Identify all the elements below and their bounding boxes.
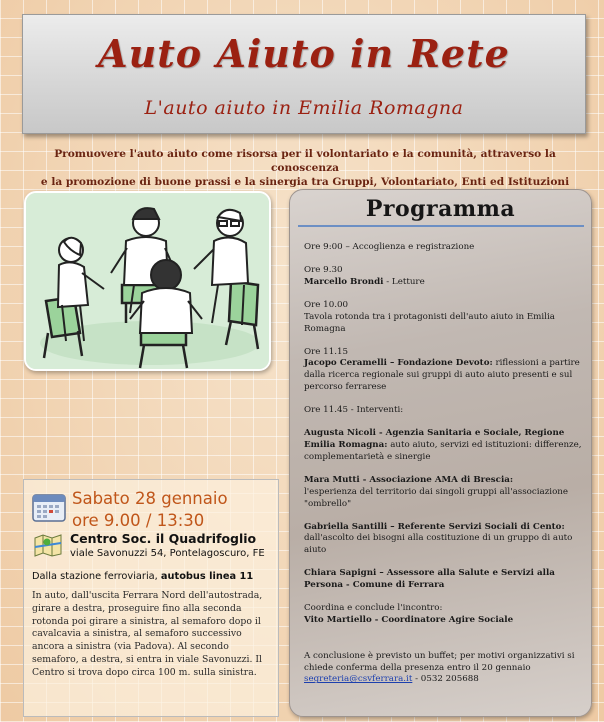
closing-text: A conclusione è previsto un buffet; per motivi organizzativi si chiede conferma della presenza entro il 20 gennaio <box>304 650 575 673</box>
speaker-name: Marcello Brondi <box>304 276 384 287</box>
program-item-research <box>304 347 588 394</box>
item-text: - Letture <box>383 276 425 287</box>
item-time: Ore 10.00 <box>304 299 349 310</box>
venue-address: viale Savonuzzi 54, Pontelagoscuro, FE <box>70 548 265 559</box>
program-item-nicoli <box>304 428 588 463</box>
intro-line-2: e la promozione di buone prassi e la sinergia tra Gruppi, Volontariato, Enti ed Istituzioni <box>40 176 570 188</box>
email-link[interactable]: segreteria@csvferrara.it <box>304 674 413 685</box>
speaker-name: Gabriella Santilli – Referente Servizi Sociali di Cento: <box>304 521 565 532</box>
event-time: ore 9.00 / 13:30 <box>72 511 205 530</box>
program-item-round-table <box>304 300 588 335</box>
speaker-name: Vito Martiello - Coordinatore Agire Sociale <box>304 615 514 625</box>
closing-note <box>304 651 588 686</box>
item-text: dall'ascolto dei bisogni alla costituzione di un gruppo di auto aiuto <box>304 533 573 556</box>
program-item-santilli <box>304 522 588 557</box>
intro-line-1: Promuovere l'auto aiuto come risorsa per il volontariato e la comunità, attraverso la conoscenza <box>54 148 556 174</box>
item-text: Ore 9:00 – Accoglienza e registrazione <box>304 242 475 252</box>
header-banner <box>22 14 586 134</box>
support-group-illustration <box>24 191 271 371</box>
page-subtitle: L'auto aiuto in Emilia Romagna <box>144 97 464 119</box>
program-item-coordination <box>304 603 588 627</box>
program-item-interventions <box>304 405 588 417</box>
item-time: Ore 9.30 <box>304 265 343 276</box>
calendar-icon <box>32 492 66 522</box>
item-text: Coordina e conclude l'incontro: <box>304 603 443 614</box>
location-row <box>32 532 272 564</box>
bus-line: autobus linea 11 <box>160 571 254 582</box>
program-divider <box>298 225 584 227</box>
item-text: auto aiuto, servizi ed istituzioni: differenze, complementarietà e sinergie <box>304 440 582 462</box>
date-time-row <box>32 488 272 532</box>
item-text: Tavola rotonda tra i protagonisti dell'auto aiuto in Emilia Romagna <box>304 311 555 334</box>
speaker-name: Augusta Nicoli - Agenzia Sanitaria e Sociale, Regione Emilia Romagna: <box>304 428 565 451</box>
program-list <box>304 242 588 686</box>
intro-text <box>20 147 590 189</box>
item-text: l'esperienza del territorio dai singoli gruppi all'associazione "ombrello" <box>304 486 569 509</box>
program-item-readings <box>304 265 588 289</box>
program-item-mutti <box>304 475 588 510</box>
page-title: Auto Aiuto in Rete <box>98 31 510 76</box>
speaker-name: Mara Mutti - Associazione AMA di Brescia: <box>304 474 514 485</box>
venue-name: Centro Soc. il Quadrifoglio <box>70 531 257 546</box>
event-info-box <box>23 479 279 717</box>
program-item-sapigni <box>304 568 588 592</box>
speaker-name: Jacopo Ceramelli – Fondazione Devoto: <box>304 358 493 369</box>
station-info <box>32 571 272 582</box>
program-panel <box>289 189 592 717</box>
speaker-name: Chiara Sapigni – Assessore alla Salute e Servizi alla Persona - Comune di Ferrara <box>304 568 555 591</box>
people-circle-image <box>26 193 271 371</box>
phone-number: - 0532 205688 <box>412 674 479 685</box>
program-item-welcome <box>304 242 588 254</box>
program-title: Programma <box>365 196 516 222</box>
item-text: riflessioni a partire dalla ricerca regionale sui gruppi di auto aiuto presenti e sul percorso ferrarese <box>304 358 580 393</box>
event-date: Sabato 28 gennaio <box>72 489 228 508</box>
driving-directions: In auto, dall'uscita Ferrara Nord dell'autostrada, girare a destra, proseguire fino alla seconda rotonda poi girare a sinistra, al semaforo dopo il cavalcavia a sinistra, al semaforo successivo ancora a sinistra (via Padova). Al secondo semaforo, a destra, si entra in viale Savonuzzi. Il Centro si trova dopo circa 100 m. sulla sinistra. <box>32 590 263 678</box>
map-icon <box>34 533 62 557</box>
item-time: Ore 11.15 <box>304 346 349 357</box>
station-prefix: Dalla stazione ferroviaria, <box>32 571 161 582</box>
item-text: Ore 11.45 - Interventi: <box>304 405 404 416</box>
